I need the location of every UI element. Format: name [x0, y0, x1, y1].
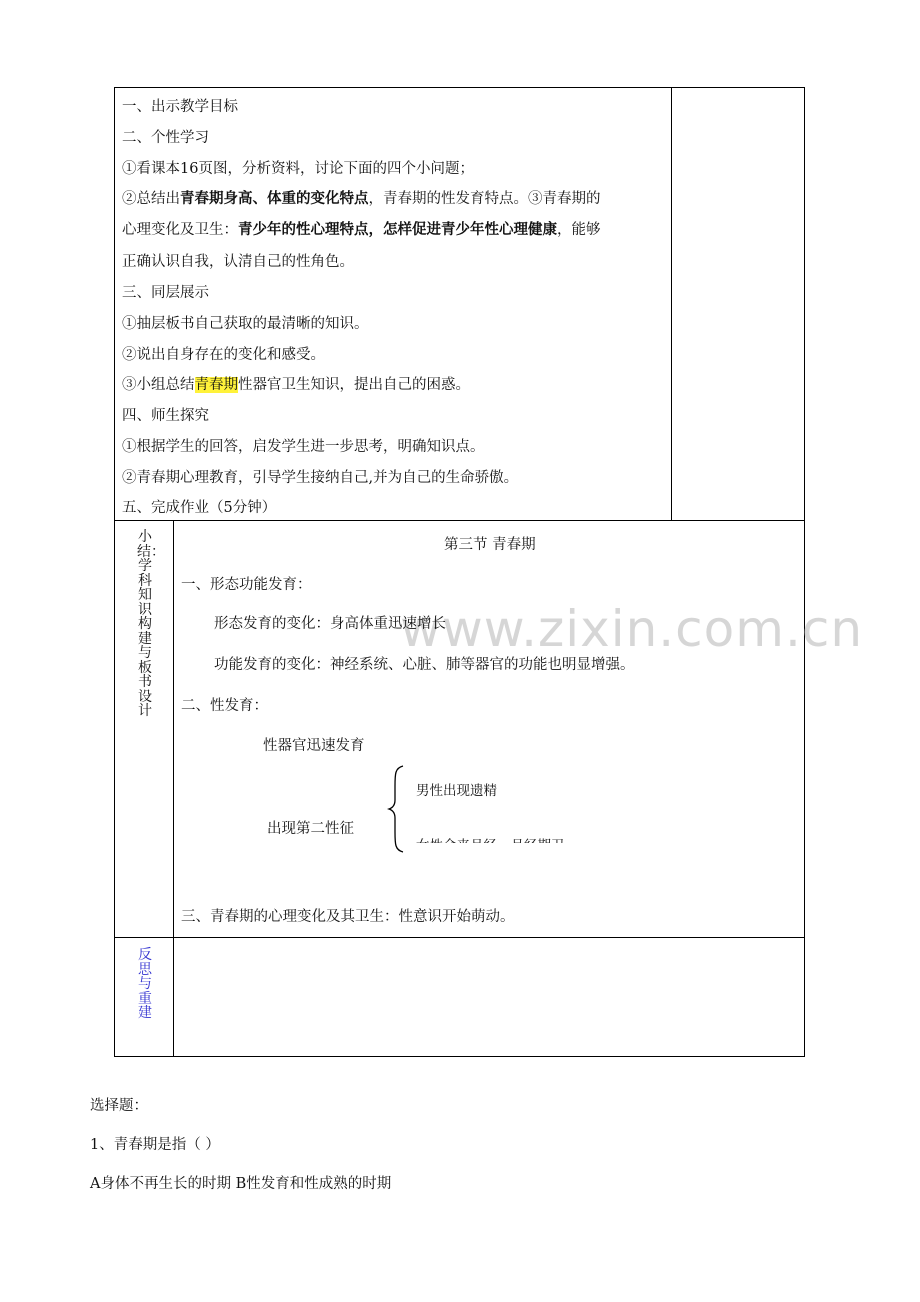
- questions-heading: 选择题：: [90, 1098, 148, 1114]
- plan-line-6: 正确认识自我，认清自己的性角色。: [122, 254, 354, 270]
- plan-line-7: 三、同层展示: [122, 285, 209, 301]
- plan-line-11: 四、师生探究: [122, 408, 209, 424]
- question-1-options: A身体不再生长的时期 B性发育和性成熟的时期: [90, 1176, 392, 1192]
- plan-line-3: ①看课本16页图，分析资料，讨论下面的四个小问题；: [122, 161, 474, 177]
- summary-section-2: 二、性发育：: [181, 698, 268, 714]
- plan-line-5-bold: 青少年的性心理特点，怎样促进青少年性心理健康: [238, 221, 557, 238]
- summary-item-2a: 性器官迅速发育: [263, 738, 365, 754]
- plan-line-1: 一、出示教学目标: [122, 99, 238, 115]
- question-1: 1、青春期是指（ ）: [90, 1137, 220, 1153]
- summary-item-2b: 出现第二性征: [267, 821, 354, 837]
- plan-line-4-pre: ②总结出: [122, 191, 180, 207]
- plan-line-13: ②青春期心理教育，引导学生接纳自己,并为自己的生命骄傲。: [122, 470, 519, 486]
- plan-line-4-post: ，青春期的性发育特点。③青春期的: [368, 191, 601, 207]
- summary-section-1: 一、形态功能发育：: [181, 577, 312, 593]
- plan-line-14: 五、完成作业（5分钟）: [122, 500, 277, 516]
- plan-line-4-bold: 青春期身高、体重的变化特点: [180, 190, 369, 207]
- summary-title: 第三节 青春期: [444, 537, 536, 553]
- clipped-text-mask: [410, 843, 640, 853]
- summary-item-1a: 形态发育的变化：身高体重迅速增长: [214, 616, 446, 632]
- plan-line-5: [122, 220, 601, 240]
- plan-line-5-post: ，能够: [557, 222, 601, 238]
- row-divider-2: [114, 937, 805, 938]
- reflection-label: 反思与重建: [138, 947, 152, 1021]
- plan-line-4: [122, 189, 601, 209]
- highlighted-term: 青春期: [194, 377, 238, 393]
- plan-line-12: ①根据学生的回答，启发学生进一步思考，明确知识点。: [122, 439, 485, 455]
- summary-item-2b1: 男性出现遗精: [416, 783, 497, 799]
- summary-label: 小结：学科知识构建与板书设计: [137, 529, 165, 719]
- plan-line-8: ①抽层板书自己获取的最清晰的知识。: [122, 316, 369, 332]
- plan-line-10-pre: ③小组总结: [122, 377, 195, 393]
- col-divider-bottom: [173, 520, 174, 1057]
- plan-line-10-post: 性器官卫生知识，提出自己的困惑。: [238, 377, 470, 393]
- col-divider-top: [671, 87, 672, 520]
- summary-item-1b: 功能发育的变化：神经系统、心脏、肺等器官的功能也明显增强。: [214, 657, 635, 673]
- row-divider-1: [114, 520, 805, 521]
- plan-line-9: ②说出自身存在的变化和感受。: [122, 347, 325, 363]
- plan-line-10: [122, 375, 470, 395]
- summary-section-3: 三、青春期的心理变化及其卫生：性意识开始萌动。: [181, 909, 515, 925]
- brace-icon: [387, 764, 407, 854]
- watermark: www.zixin.com.cn: [400, 600, 864, 658]
- plan-line-5-pre: 心理变化及卫生：: [122, 222, 238, 238]
- plan-line-2: 二、个性学习: [122, 130, 209, 146]
